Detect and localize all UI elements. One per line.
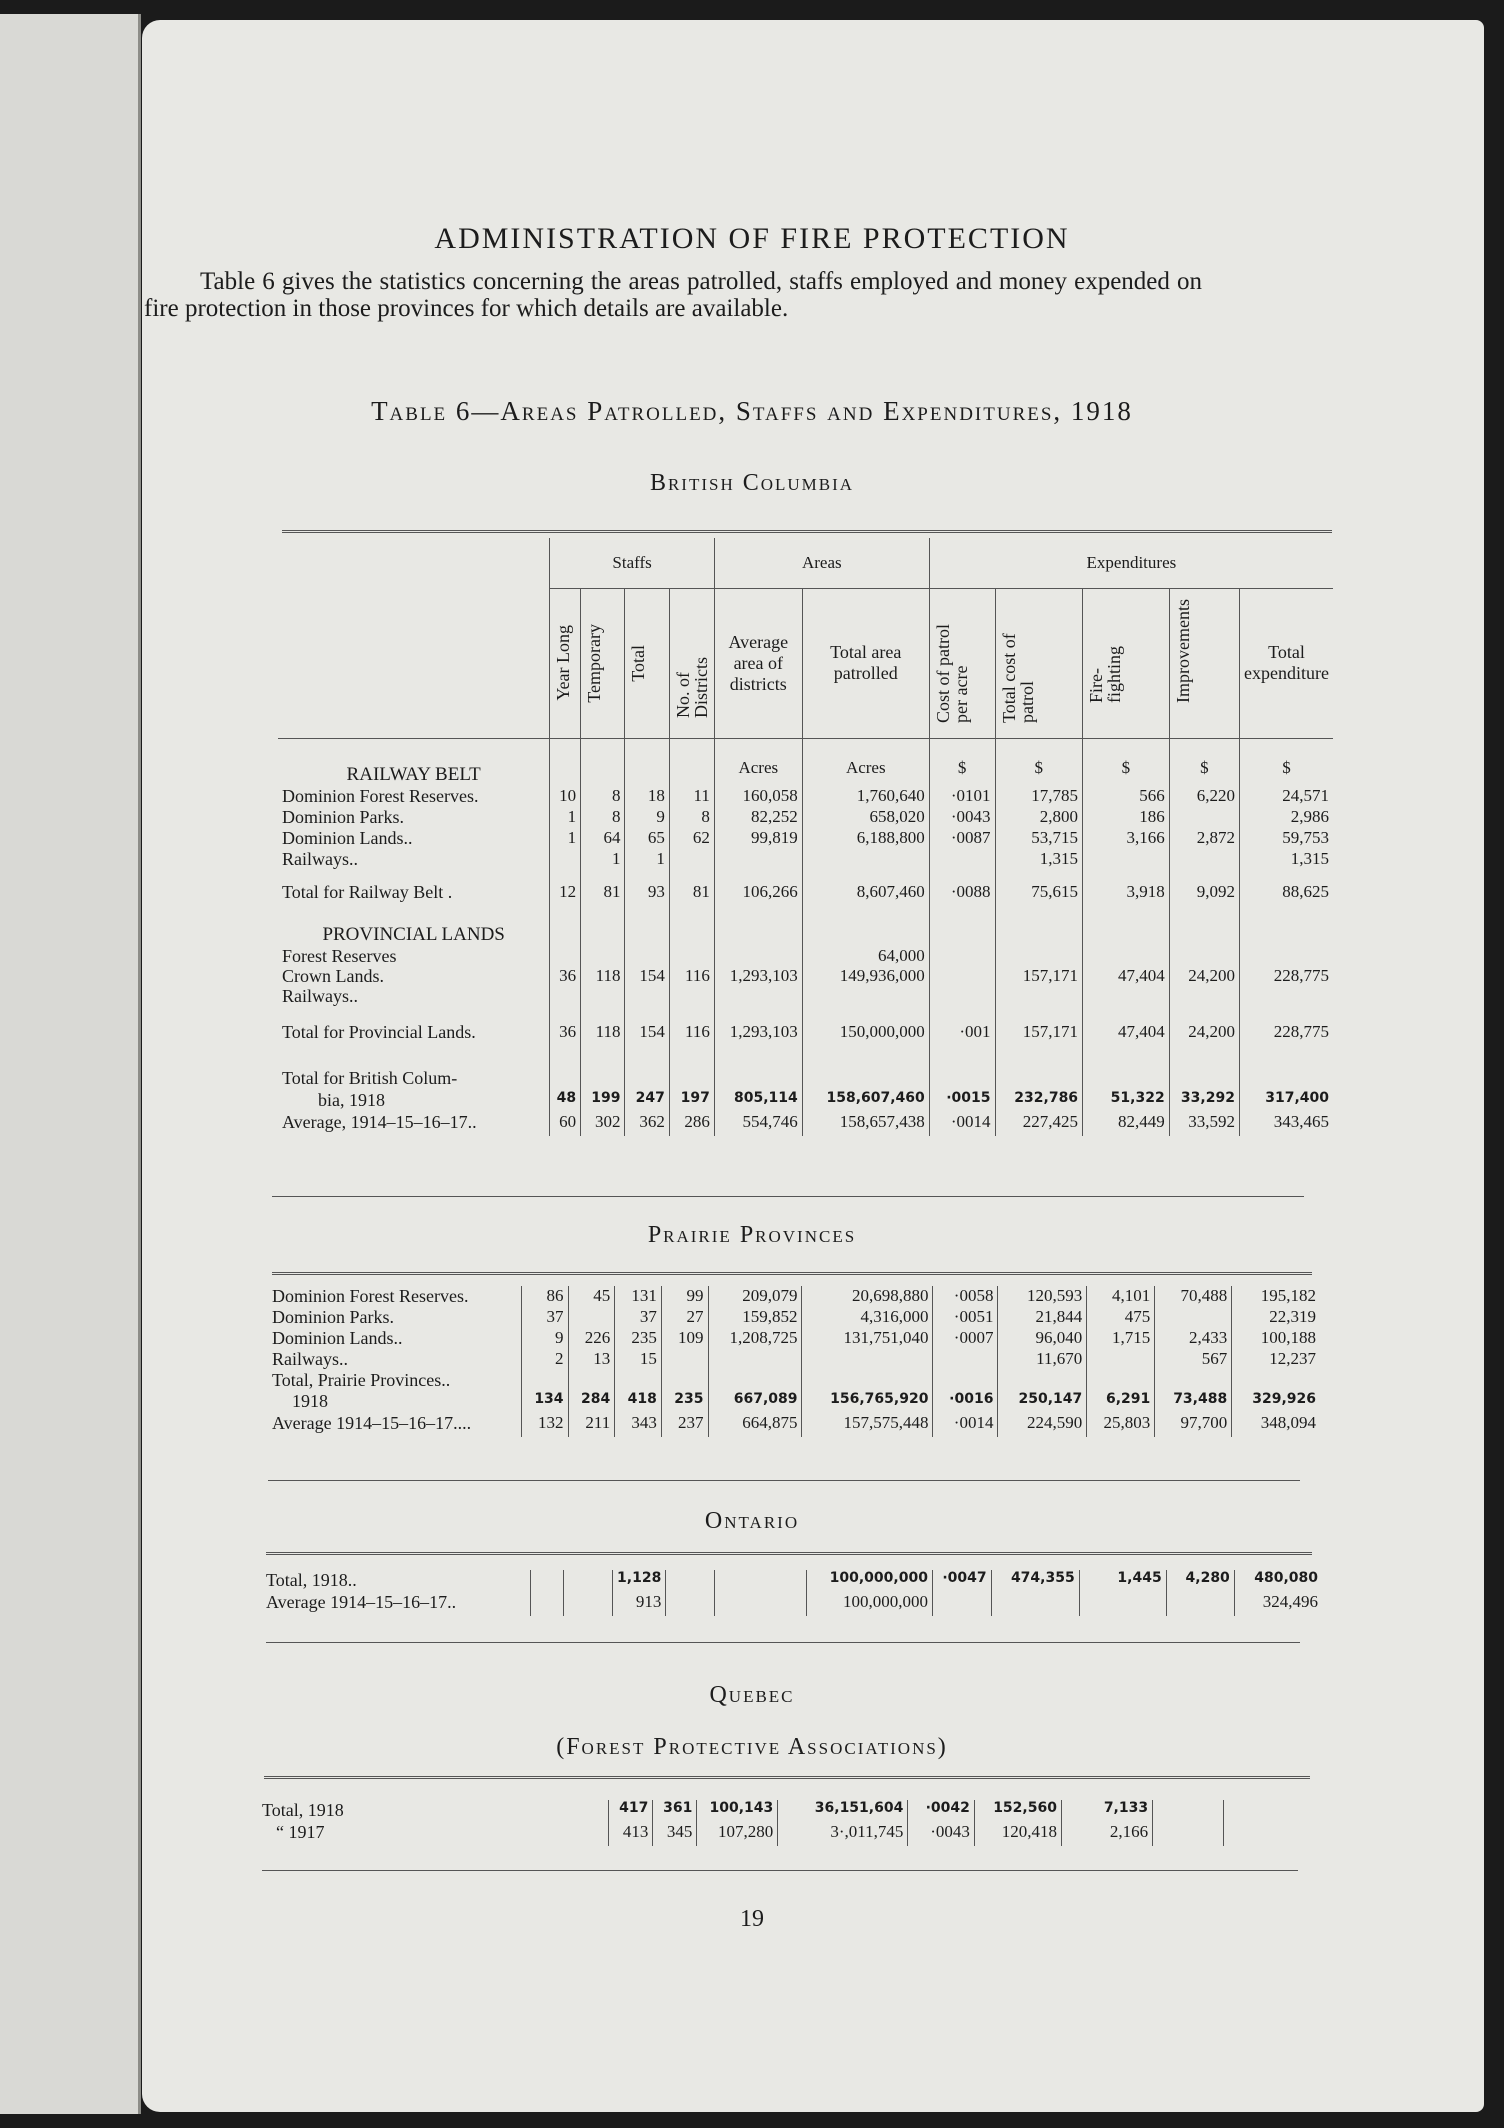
cell: 475 (1087, 1307, 1155, 1328)
cell: 3·,011,745 (778, 1822, 908, 1846)
quebec-table (258, 1800, 1314, 1846)
cell: 109 (661, 1328, 708, 1349)
cell: 1,715 (1087, 1328, 1155, 1349)
cell: 86 (521, 1286, 568, 1307)
acres-unit: Acres (802, 758, 929, 786)
cell: 1,315 (995, 849, 1083, 870)
col-total-exp: Total expenditure (1239, 588, 1333, 738)
cell: 8 (581, 807, 625, 828)
cell (1169, 849, 1239, 870)
section-title-prairie: Prairie Provinces (647, 1222, 857, 1248)
col-improvements: Improvements (1172, 599, 1193, 703)
total-railway-belt-row (278, 882, 1333, 916)
cell: 3,918 (1083, 882, 1170, 916)
cell: 1,208,725 (708, 1328, 802, 1349)
staffs-header: Staffs (550, 538, 715, 588)
cell: 17,785 (995, 786, 1083, 807)
cell: 658,020 (802, 807, 929, 828)
cell: 99,819 (714, 828, 802, 849)
cell: 362 (625, 1112, 669, 1136)
cell: 199 (581, 1090, 625, 1112)
cell: 154 (625, 1022, 669, 1056)
col-year-long: Year Long (553, 625, 574, 701)
row-label: Total for Provincial Lands. (282, 1022, 476, 1042)
cell (1087, 1349, 1155, 1370)
cell: 24,571 (1239, 786, 1333, 807)
cell (1083, 849, 1170, 870)
cell: 2,433 (1155, 1328, 1232, 1349)
cell: 116 (669, 1022, 714, 1056)
row-label: Dominion Parks. (282, 807, 405, 827)
row-label: Forest Reserves (282, 946, 397, 966)
cell: 284 (568, 1391, 615, 1413)
cell: 1,315 (1239, 849, 1333, 870)
cell: 150,000,000 (802, 1022, 929, 1056)
row-label: Dominion Parks. (272, 1307, 395, 1327)
cell: 158,657,438 (802, 1112, 929, 1136)
cell: 417 (609, 1800, 653, 1822)
cell: 81 (581, 882, 625, 916)
cell: 33,592 (1169, 1112, 1239, 1136)
cell: 8 (581, 786, 625, 807)
table-row (278, 786, 1333, 807)
cell: 343,465 (1239, 1112, 1333, 1136)
cell: 302 (581, 1112, 625, 1136)
cell: 324,496 (1234, 1592, 1322, 1616)
table-title: Table 6—Areas Patrolled, Staffs and Expenditures, 1918 (371, 396, 1133, 426)
cell: 131 (615, 1286, 662, 1307)
row-label: Average 1914–15–16–17.... (272, 1413, 472, 1433)
prairie-table (268, 1286, 1320, 1437)
cell: 93 (625, 882, 669, 916)
cell: 22,319 (1232, 1307, 1320, 1328)
cell: 250,147 (998, 1391, 1087, 1413)
cell: 361 (653, 1800, 697, 1822)
total-bc-row (278, 1090, 1333, 1112)
cell: 329,926 (1232, 1391, 1320, 1413)
row-label: Total for Railway Belt . (282, 882, 453, 902)
cell: 348,094 (1232, 1413, 1320, 1437)
cell: 62 (669, 828, 714, 849)
cell: 10 (550, 786, 581, 807)
cell: 75,615 (995, 882, 1083, 916)
cell: 51,322 (1083, 1090, 1170, 1112)
cell: 2,872 (1169, 828, 1239, 849)
cell: ·0051 (933, 1307, 998, 1328)
cell: 48 (550, 1090, 581, 1112)
cell: 2,986 (1239, 807, 1333, 828)
cell: 157,575,448 (802, 1413, 933, 1437)
table-row (268, 1328, 1320, 1349)
table-row (278, 807, 1333, 828)
cell (661, 1349, 708, 1370)
cell: 25,803 (1087, 1413, 1155, 1437)
table-row (268, 1286, 1320, 1307)
cell: 8 (669, 807, 714, 828)
cell (708, 1349, 802, 1370)
page-number: 19 (740, 1906, 764, 1932)
cell: 12,237 (1232, 1349, 1320, 1370)
cell: 154 (625, 946, 669, 1006)
rule (272, 1196, 1304, 1197)
bc-rows (278, 786, 1333, 870)
row-label: Crown Lands. (282, 966, 384, 986)
cell: 567 (1155, 1349, 1232, 1370)
cell: 107,280 (697, 1822, 778, 1846)
cell: ·0016 (933, 1391, 998, 1413)
cell: 100,000,000 (807, 1570, 933, 1592)
cell: 37 (615, 1307, 662, 1328)
areas-header: Areas (714, 538, 929, 588)
rule (272, 1272, 1312, 1275)
dollar-unit: $ (1169, 758, 1239, 786)
cell: 134 (521, 1391, 568, 1413)
cell: ·001 (929, 1022, 995, 1056)
row-label: Dominion Forest Reserves. (282, 786, 479, 806)
cell: 81 (669, 882, 714, 916)
row-label: Average 1914–15–16–17.. (266, 1592, 457, 1612)
cell: 913 (613, 1592, 666, 1616)
cell: 11 (669, 786, 714, 807)
cell: 47,404 (1083, 946, 1170, 1006)
total-provincial-row (278, 1022, 1333, 1056)
cell: 7,133 (1061, 1800, 1152, 1822)
cell: 3,166 (1083, 828, 1170, 849)
cell: 60 (550, 1112, 581, 1136)
row-label: bia, 1918 (318, 1090, 385, 1110)
col-avg-area: Average area of districts (714, 588, 802, 738)
cell: 11,670 (998, 1349, 1087, 1370)
col-districts: No. of Districts (672, 657, 711, 718)
cell: 12 (550, 882, 581, 916)
cell: 228,775 (1239, 946, 1333, 1006)
cell: 667,089 (708, 1391, 802, 1413)
average-prairie-row (268, 1413, 1320, 1437)
cell: 480,080 (1234, 1570, 1322, 1592)
row-label: Railways.. (282, 986, 358, 1006)
cell: 186 (1083, 807, 1170, 828)
cell: 20,698,880 (802, 1286, 933, 1307)
provincial-lands-rows (278, 946, 1333, 1006)
cell: 4,316,000 (802, 1307, 933, 1328)
cell: 36 (550, 946, 581, 1006)
cell (802, 849, 929, 870)
ontario-table (262, 1570, 1322, 1616)
cell: 131,751,040 (802, 1328, 933, 1349)
row-label: Total for British Colum- (282, 1068, 458, 1088)
cell: 805,114 (714, 1090, 802, 1112)
cell: 21,844 (998, 1307, 1087, 1328)
row-label: Average, 1914–15–16–17.. (282, 1112, 477, 1132)
rule (266, 1642, 1300, 1643)
section-title-bc: British Columbia (649, 470, 855, 496)
cell: 33,292 (1169, 1090, 1239, 1112)
cell: 36 (550, 1022, 581, 1056)
cell: 152,560 (974, 1800, 1061, 1822)
cell: 64 (581, 828, 625, 849)
cell: 157,171 (995, 946, 1083, 1006)
cell: 159,852 (708, 1307, 802, 1328)
prairie-rows (268, 1286, 1320, 1370)
rule (262, 1870, 1298, 1871)
cell: 15 (615, 1349, 662, 1370)
table-row (268, 1307, 1320, 1328)
cell: 247 (625, 1090, 669, 1112)
col-temporary: Temporary (584, 623, 605, 703)
cell: ·0047 (932, 1570, 991, 1592)
cell: ·0043 (908, 1822, 975, 1846)
average-bc-row (278, 1112, 1333, 1136)
rule (268, 1480, 1300, 1481)
cell: 59,753 (1239, 828, 1333, 849)
cell: 160,058 (714, 786, 802, 807)
col-total-cost: Total cost of patrol (998, 633, 1037, 723)
row-label: Dominion Lands.. (272, 1328, 403, 1348)
provincial-lands-heading: PROVINCIAL LANDS (322, 924, 505, 945)
cell: 4,101 (1087, 1286, 1155, 1307)
cell (802, 1349, 933, 1370)
cell (1169, 807, 1239, 828)
cell: 1,293,103 (714, 946, 802, 1006)
cell: 209,079 (708, 1286, 802, 1307)
rule (282, 530, 1332, 533)
cell: 100,188 (1232, 1328, 1320, 1349)
cell: 1,293,103 (714, 1022, 802, 1056)
cell: ·0058 (933, 1286, 998, 1307)
cell: 106,266 (714, 882, 802, 916)
col-total: Total (628, 644, 649, 682)
cell: 195,182 (1232, 1286, 1320, 1307)
cell: 237 (661, 1413, 708, 1437)
cell: 228,775 (1239, 1022, 1333, 1056)
cell: 116 (669, 946, 714, 1006)
cell: 24,200 (1169, 1022, 1239, 1056)
cell: 132 (521, 1413, 568, 1437)
cell: 18 (625, 786, 669, 807)
cell: 120,593 (998, 1286, 1087, 1307)
row-label: Railways.. (272, 1349, 348, 1369)
cell: 2 (521, 1349, 568, 1370)
cell: 1,760,640 (802, 786, 929, 807)
cell: ·0101 (929, 786, 995, 807)
section-title-ontario: Ontario (704, 1508, 800, 1534)
intro-text: Table 6 gives the statistics concerning the areas patrolled, staffs employed and money expended on fire protection in those provinces for which details are available. (144, 268, 1202, 322)
cell: 317,400 (1239, 1090, 1333, 1112)
cell: 418 (615, 1391, 662, 1413)
cell: 70,488 (1155, 1286, 1232, 1307)
cell: 47,404 (1083, 1022, 1170, 1056)
cell (550, 849, 581, 870)
bc-table (278, 538, 1333, 1136)
cell (933, 1349, 998, 1370)
dollar-unit: $ (1239, 758, 1333, 786)
cell: 13 (568, 1349, 615, 1370)
col-fire-fighting: Fire-fighting (1086, 646, 1125, 703)
intro-paragraph (144, 268, 1202, 322)
cell: 97,700 (1155, 1413, 1232, 1437)
cell: 9 (521, 1328, 568, 1349)
cell: 6,188,800 (802, 828, 929, 849)
cell: 149,936,000 (839, 966, 925, 985)
rule (264, 1776, 1310, 1779)
cell: 82,449 (1083, 1112, 1170, 1136)
cell: ·0043 (929, 807, 995, 828)
cell: ·0007 (933, 1328, 998, 1349)
col-cost-acre: Cost of patrol per acre (932, 624, 971, 723)
cell: ·0015 (929, 1090, 995, 1112)
cell (929, 849, 995, 870)
cell: 45 (568, 1286, 615, 1307)
cell: 224,590 (998, 1413, 1087, 1437)
cell: 227,425 (995, 1112, 1083, 1136)
row-label: Dominion Lands.. (282, 828, 413, 848)
cell: 99 (661, 1286, 708, 1307)
dollar-unit: $ (995, 758, 1083, 786)
cell: 88,625 (1239, 882, 1333, 916)
cell: 27 (661, 1307, 708, 1328)
rule (266, 1552, 1312, 1555)
row-label: 1918 (292, 1391, 328, 1411)
cell: 226 (568, 1328, 615, 1349)
page-title: ADMINISTRATION OF FIRE PROTECTION (434, 222, 1070, 255)
row-label: Dominion Forest Reserves. (272, 1286, 469, 1306)
cell (714, 849, 802, 870)
cell: 118 (581, 946, 625, 1006)
cell: ·0042 (908, 1800, 975, 1822)
cell: 554,746 (714, 1112, 802, 1136)
cell: 53,715 (995, 828, 1083, 849)
cell: 100,143 (697, 1800, 778, 1822)
cell: 37 (521, 1307, 568, 1328)
cell: 235 (661, 1391, 708, 1413)
table-row (268, 1349, 1320, 1370)
units-row (278, 758, 1333, 786)
section-title-quebec: Quebec (709, 1682, 795, 1708)
cell: 64,000 (878, 946, 925, 965)
cell: 65 (625, 828, 669, 849)
expenditures-header: Expenditures (929, 538, 1333, 588)
row-label: Railways.. (282, 849, 358, 869)
cell: 345 (653, 1822, 697, 1846)
cell: 1 (550, 807, 581, 828)
dollar-unit: $ (929, 758, 995, 786)
cell: 6,291 (1087, 1391, 1155, 1413)
cell: 474,355 (991, 1570, 1079, 1592)
cell: 36,151,604 (778, 1800, 908, 1822)
cell: 96,040 (998, 1328, 1087, 1349)
cell: 413 (609, 1822, 653, 1846)
cell: 8,607,460 (802, 882, 929, 916)
row-label: Total, Prairie Provinces.. (272, 1370, 451, 1390)
cell: 232,786 (995, 1090, 1083, 1112)
cell: 1 (581, 849, 625, 870)
cell: 73,488 (1155, 1391, 1232, 1413)
cell: 1,128 (613, 1570, 666, 1592)
railway-belt-heading: RAILWAY BELT (346, 764, 481, 785)
cell: 211 (568, 1413, 615, 1437)
cell: 9,092 (1169, 882, 1239, 916)
section-subtitle-quebec: (Forest Protective Associations) (556, 1734, 948, 1760)
cell: 100,000,000 (807, 1592, 933, 1616)
table-row (278, 849, 1333, 870)
cell (669, 849, 714, 870)
cell: 1 (550, 828, 581, 849)
cell (1155, 1307, 1232, 1328)
cell: 120,418 (974, 1822, 1061, 1846)
row-label: “ 1917 (276, 1822, 325, 1842)
cell: 156,765,920 (802, 1391, 933, 1413)
cell: 118 (581, 1022, 625, 1056)
cell: 2,800 (995, 807, 1083, 828)
row-label: Total, 1918 (262, 1800, 344, 1820)
cell: 286 (669, 1112, 714, 1136)
total-prairie-row (268, 1391, 1320, 1413)
cell: ·0014 (933, 1413, 998, 1437)
cell: 82,252 (714, 807, 802, 828)
col-total-area: Total area patrolled (802, 588, 929, 738)
cell: 6,220 (1169, 786, 1239, 807)
cell: ·0088 (929, 882, 995, 916)
cell: 158,607,460 (802, 1090, 929, 1112)
cell: 157,171 (995, 1022, 1083, 1056)
cell: 1,445 (1079, 1570, 1166, 1592)
cell: 566 (1083, 786, 1170, 807)
cell: 664,875 (708, 1413, 802, 1437)
cell: 343 (615, 1413, 662, 1437)
cell: 1 (625, 849, 669, 870)
cell (568, 1307, 615, 1328)
cell: 2,166 (1061, 1822, 1152, 1846)
cell: 197 (669, 1090, 714, 1112)
cell: 24,200 (1169, 946, 1239, 1006)
table-row (278, 828, 1333, 849)
cell: 9 (625, 807, 669, 828)
acres-unit: Acres (714, 758, 802, 786)
cell: ·0014 (929, 1112, 995, 1136)
facing-page-edge (0, 14, 141, 2114)
cell: ·0087 (929, 828, 995, 849)
cell: 235 (615, 1328, 662, 1349)
dollar-unit: $ (1083, 758, 1170, 786)
cell: 4,280 (1166, 1570, 1234, 1592)
row-label: Total, 1918.. (266, 1570, 357, 1590)
